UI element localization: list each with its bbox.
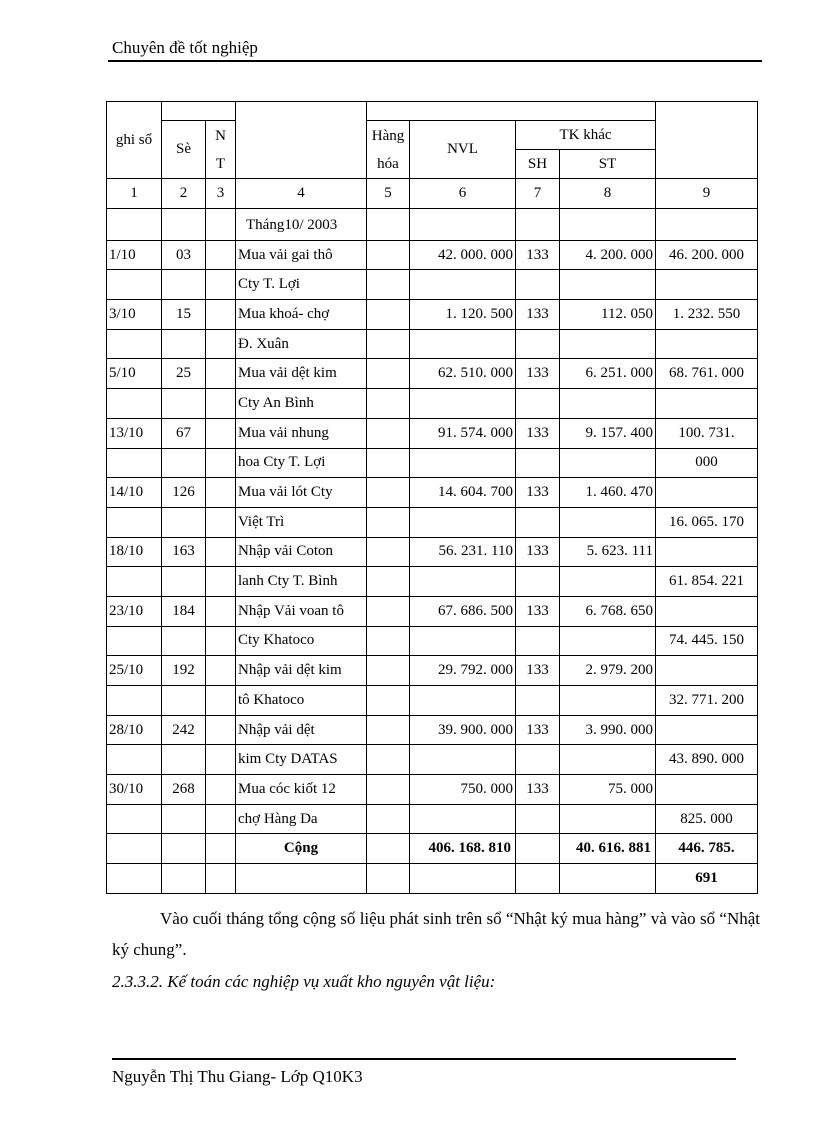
cell-desc2: Đ. Xuân <box>236 329 367 359</box>
table-row <box>107 418 758 448</box>
cell-desc1: Mua khoá- chợ <box>236 300 367 330</box>
cell-sh: 133 <box>516 359 560 389</box>
col-number: 1 <box>107 179 162 209</box>
header-ghi-so: ghi sổ <box>107 102 162 179</box>
cell-st: 6. 251. 000 <box>560 359 656 389</box>
header-ghi-co-blank <box>656 102 758 179</box>
col-number: 3 <box>206 179 236 209</box>
cell-sh: 133 <box>516 418 560 448</box>
total-row-cont <box>107 864 758 894</box>
header-chung-tu-blank <box>162 102 236 121</box>
header-sh: SH <box>516 150 560 179</box>
cell-sh: 133 <box>516 656 560 686</box>
cell-date: 28/10 <box>107 715 162 745</box>
table-row <box>107 270 758 300</box>
cell-desc1: Mua vải nhung <box>236 418 367 448</box>
cell-num: 03 <box>162 240 206 270</box>
col-number: 6 <box>410 179 516 209</box>
cell-num: 15 <box>162 300 206 330</box>
cell-num: 192 <box>162 656 206 686</box>
month-row <box>107 209 758 241</box>
total-st: 40. 616. 881 <box>560 834 656 864</box>
col-number: 2 <box>162 179 206 209</box>
total-nvl: 406. 168. 810 <box>410 834 516 864</box>
cell-total2: 43. 890. 000 <box>656 745 758 775</box>
total-sum-line1: 446. 785. <box>656 834 758 864</box>
purchase-journal-table <box>106 101 758 894</box>
cell-date: 13/10 <box>107 418 162 448</box>
cell-total2 <box>656 270 758 300</box>
cell-desc2: hoa Cty T. Lợi <box>236 448 367 478</box>
cell-nvl: 91. 574. 000 <box>410 418 516 448</box>
cell-num: 242 <box>162 715 206 745</box>
table-row <box>107 478 758 508</box>
section-heading: 2.3.3.2. Kế toán các nghiệp vụ xuất kho nguyên vật liệu: <box>112 972 496 991</box>
cell-num: 25 <box>162 359 206 389</box>
table-row <box>107 240 758 270</box>
cell-st: 3. 990. 000 <box>560 715 656 745</box>
table-row <box>107 626 758 656</box>
cell-desc1: Mua vải dệt kim <box>236 359 367 389</box>
col-number: 7 <box>516 179 560 209</box>
cell-desc1: Mua cóc kiốt 12 <box>236 775 367 805</box>
cell-desc2: chợ Hàng Da <box>236 804 367 834</box>
table-row <box>107 596 758 626</box>
cell-sh: 133 <box>516 775 560 805</box>
cell-desc1: Mua vải gai thô <box>236 240 367 270</box>
cell-desc1: Nhập vải Coton <box>236 537 367 567</box>
footer-author: Nguyễn Thị Thu Giang- Lớp Q10K3 <box>112 1067 363 1086</box>
table-row <box>107 507 758 537</box>
cell-nvl: 39. 900. 000 <box>410 715 516 745</box>
cell-st: 75. 000 <box>560 775 656 805</box>
cell-date: 5/10 <box>107 359 162 389</box>
table-row <box>107 745 758 775</box>
column-number-row <box>107 179 758 209</box>
cell-nvl: 62. 510. 000 <box>410 359 516 389</box>
cell-st: 4. 200. 000 <box>560 240 656 270</box>
cell-num: 268 <box>162 775 206 805</box>
table-row <box>107 359 758 389</box>
page-header-title: Chuyên đề tốt nghiệp <box>112 38 258 57</box>
cell-st: 1. 460. 470 <box>560 478 656 508</box>
cell-total2 <box>656 329 758 359</box>
cell-desc1: Mua vải lót Cty <box>236 478 367 508</box>
cell-nvl: 29. 792. 000 <box>410 656 516 686</box>
cell-desc2: Cty T. Lợi <box>236 270 367 300</box>
cell-desc1: Nhập vải dệt kim <box>236 656 367 686</box>
cell-total1 <box>656 656 758 686</box>
cell-sh: 133 <box>516 240 560 270</box>
cell-total1: 1. 232. 550 <box>656 300 758 330</box>
table-row <box>107 656 758 686</box>
header-se: Sè <box>162 121 206 179</box>
cell-num: 126 <box>162 478 206 508</box>
cell-st: 2. 979. 200 <box>560 656 656 686</box>
ledger-body <box>107 240 758 834</box>
total-sum-line2: 691 <box>656 864 758 894</box>
total-label: Cộng <box>236 834 367 864</box>
cell-desc2: Cty An Bình <box>236 389 367 419</box>
header-dien-giai-blank <box>236 102 367 179</box>
cell-date: 14/10 <box>107 478 162 508</box>
cell-date: 30/10 <box>107 775 162 805</box>
cell-num: 163 <box>162 537 206 567</box>
header-tk-khac: TK khác <box>516 121 656 150</box>
table-row <box>107 537 758 567</box>
cell-nvl: 56. 231. 110 <box>410 537 516 567</box>
table-row <box>107 448 758 478</box>
cell-nvl: 1. 120. 500 <box>410 300 516 330</box>
cell-desc2: kim Cty DATAS <box>236 745 367 775</box>
cell-sh: 133 <box>516 596 560 626</box>
body-paragraph: Vào cuối tháng tổng cộng số liệu phát sinh trên sổ “Nhật ký mua hàng” và vào sổ “Nhật ký chung”. <box>112 909 760 959</box>
col-number: 4 <box>236 179 367 209</box>
col-number: 8 <box>560 179 656 209</box>
cell-st: 9. 157. 400 <box>560 418 656 448</box>
cell-date: 1/10 <box>107 240 162 270</box>
cell-sh: 133 <box>516 478 560 508</box>
table-row <box>107 775 758 805</box>
cell-total1 <box>656 596 758 626</box>
header-hang-hoa: Hàng hóa <box>367 121 410 179</box>
footer-rule <box>112 1058 736 1060</box>
cell-total1: 68. 761. 000 <box>656 359 758 389</box>
col-number: 5 <box>367 179 410 209</box>
table-row <box>107 300 758 330</box>
cell-desc1: Nhập vải dệt <box>236 715 367 745</box>
cell-nvl: 67. 686. 500 <box>410 596 516 626</box>
table-row <box>107 389 758 419</box>
cell-total1 <box>656 478 758 508</box>
header-ghi-no-blank <box>367 102 656 121</box>
cell-nvl: 14. 604. 700 <box>410 478 516 508</box>
cell-total2 <box>656 389 758 419</box>
cell-sh: 133 <box>516 715 560 745</box>
cell-date: 25/10 <box>107 656 162 686</box>
cell-total1 <box>656 537 758 567</box>
header-nt: N T <box>206 121 236 179</box>
col-number: 9 <box>656 179 758 209</box>
header-rule <box>108 60 762 62</box>
cell-desc1: Nhập Vải voan tô <box>236 596 367 626</box>
total-row <box>107 834 758 864</box>
cell-st: 6. 768. 650 <box>560 596 656 626</box>
cell-total2: 74. 445. 150 <box>656 626 758 656</box>
cell-num: 184 <box>162 596 206 626</box>
header-nvl: NVL <box>410 121 516 179</box>
cell-total2: 000 <box>656 448 758 478</box>
table-row <box>107 804 758 834</box>
cell-date: 23/10 <box>107 596 162 626</box>
table-row <box>107 715 758 745</box>
cell-nvl: 750. 000 <box>410 775 516 805</box>
table-row <box>107 686 758 716</box>
cell-num: 67 <box>162 418 206 448</box>
cell-total1 <box>656 715 758 745</box>
table-row <box>107 567 758 597</box>
cell-date: 3/10 <box>107 300 162 330</box>
cell-desc2: tô Khatoco <box>236 686 367 716</box>
cell-total1: 100. 731. <box>656 418 758 448</box>
cell-date: 18/10 <box>107 537 162 567</box>
cell-nvl: 42. 000. 000 <box>410 240 516 270</box>
cell-desc2: Cty Khatoco <box>236 626 367 656</box>
cell-st: 112. 050 <box>560 300 656 330</box>
header-st: ST <box>560 150 656 179</box>
cell-desc2: lanh Cty T. Bình <box>236 567 367 597</box>
cell-total2: 825. 000 <box>656 804 758 834</box>
cell-sh: 133 <box>516 300 560 330</box>
month-label: Tháng10/ 2003 <box>236 209 367 241</box>
cell-sh: 133 <box>516 537 560 567</box>
cell-total1: 46. 200. 000 <box>656 240 758 270</box>
cell-total2: 32. 771. 200 <box>656 686 758 716</box>
cell-total2: 61. 854. 221 <box>656 567 758 597</box>
cell-total1 <box>656 775 758 805</box>
cell-st: 5. 623. 111 <box>560 537 656 567</box>
cell-desc2: Việt Trì <box>236 507 367 537</box>
table-row <box>107 329 758 359</box>
cell-total2: 16. 065. 170 <box>656 507 758 537</box>
